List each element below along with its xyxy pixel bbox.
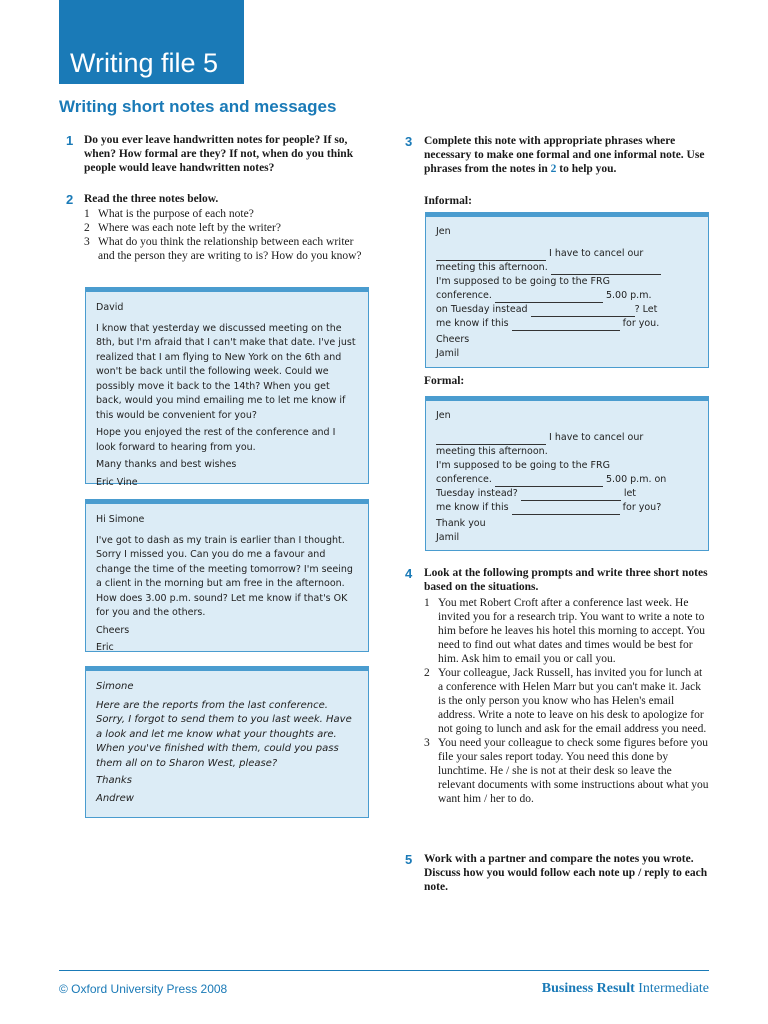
blank-line[interactable] [436, 434, 546, 445]
note-salutation: Jen [436, 226, 451, 237]
page-title: Writing file 5 [70, 48, 219, 78]
question-3-number: 3 [405, 134, 413, 149]
list-item: 2 Where was each note left by the writer? [84, 222, 281, 234]
note-salutation: Simone [96, 681, 134, 692]
blank-line[interactable] [495, 292, 603, 303]
question-1-number: 1 [66, 133, 74, 148]
formal-note: Jen I have to cancel our meeting this afternoon. I'm supposed to be going to the FRG conference. 5.00 p.m. on Tuesday instead? let me know if this for you? Thank you Jamil [425, 396, 709, 551]
list-item: 3 What do you think the relationship between each writer and the person they are writing to is? How do you know? [84, 236, 362, 262]
note-salutation: David [96, 302, 124, 313]
blank-line[interactable] [521, 490, 621, 501]
informal-label: Informal: [424, 195, 472, 207]
list-item: 1 What is the purpose of each note? [84, 208, 254, 220]
question-5-number: 5 [405, 852, 413, 867]
note-salutation: Hi Simone [96, 514, 145, 525]
note-closing: Thanks [96, 775, 132, 786]
note-closing: Many thanks and best wishes [96, 459, 237, 470]
list-item: 2 Your colleague, Jack Russell, has invited you for lunch at a conference with Helen Marr but you can't make it. Jack is the only person you know who has Helen's email address. Write a note to leave on his desk to apologize for not going to lunch and ask for the email address you need. [424, 667, 707, 735]
question-2-text: Read the three notes below. [84, 193, 219, 205]
note-simone-handwritten [85, 666, 369, 818]
blank-line[interactable] [495, 476, 603, 487]
note-salutation: Jen [436, 410, 451, 421]
question-4-text: Look at the following prompts and write three short notes based on the situations. [424, 567, 708, 593]
note-closing: Cheers [96, 624, 130, 636]
question-5-text: Work with a partner and compare the notes you wrote. Discuss how you would follow each note up / reply to each note. [424, 853, 708, 893]
note-body: Here are the reports from the last conference. Sorry, I forgot to send them to you last week. Have a look and let me know what your thoughts are. When you've finished with them, could you pass them all on to Sharon West, please? [96, 699, 352, 769]
note-signature: Eric [96, 642, 114, 653]
question-3-text: Complete this note with appropriate phrases where necessary to make one formal and one informal note. Use phrases from the notes in 2 to help you. [424, 135, 705, 175]
note-simone [85, 499, 369, 652]
footer-divider [59, 970, 709, 971]
copyright: © Oxford University Press 2008 [59, 982, 228, 996]
question-1-text: Do you ever leave handwritten notes for people? If so, when? How formal are they? If not, when do you think people would leave handwritten notes? [84, 134, 354, 174]
formal-label: Formal: [424, 375, 465, 387]
note-david [85, 287, 369, 488]
list-item: 1 You met Robert Croft after a conference last week. He invited you for a research trip. You want to write a note to him before he leaves his hotel this morning to accept. You need to find out what dates and times would be best for him. Ask him to email you or call you. [424, 597, 706, 665]
informal-note: Jen I have to cancel our meeting this afternoon. I'm supposed to be going to the FRG conference. 5.00 p.m. on Tuesday instead ? Let me know if this for you. Cheers Jamil [425, 212, 709, 368]
note-signature: Andrew [96, 792, 134, 804]
blank-line[interactable] [551, 264, 661, 275]
book-title: Business Result Intermediate [541, 981, 709, 996]
question-2-list [84, 207, 369, 263]
note-body: I know that yesterday we discussed meeting on the 8th, but I'm afraid that I can't make that date. I've just realized that I am flying to New York on the 6th and won't be back until the following week. Could we possibly move it back to the 14th? When you get back, would you mind emailing me to let me know if this would be convenient for you? [96, 322, 356, 421]
blank-line[interactable] [436, 250, 546, 261]
question-4-list [424, 596, 710, 806]
note-signature: Eric Vine [96, 476, 138, 488]
question-4-number: 4 [405, 566, 413, 581]
question-2-number: 2 [66, 192, 74, 207]
section-subtitle: Writing short notes and messages [59, 97, 337, 116]
blank-line[interactable] [512, 320, 620, 331]
note-body: I've got to dash as my train is earlier than I thought. Sorry I missed you. Can you do me a favour and change the time of the meeting tomorrow? I'm seeing a client in the morning but am free in the afternoon. How does 3.00 p.m. sound? Let me know if that's OK for you and the others. [96, 534, 353, 618]
blank-line[interactable] [512, 504, 620, 515]
blank-line[interactable] [531, 306, 635, 317]
note-body: Hope you enjoyed the rest of the conference and I look forward to hearing from you. [96, 427, 336, 453]
list-item: 3 You need your colleague to check some figures before you file your sales report today. You need this done by lunchtime. He / she is not at their desk so leave the relevant documents with some instructions about what you want him / her to do. [424, 737, 709, 805]
